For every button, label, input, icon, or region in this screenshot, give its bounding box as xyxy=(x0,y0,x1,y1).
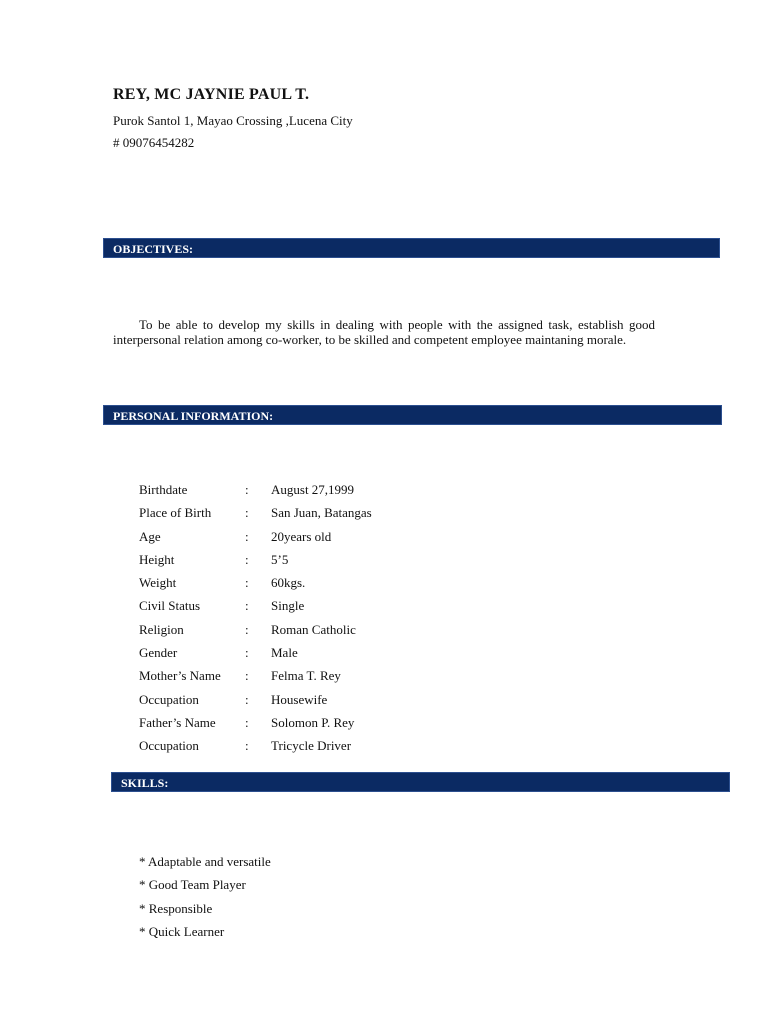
info-value: 5’5 xyxy=(271,551,289,567)
info-row-place-of-birth xyxy=(139,503,471,526)
objective-paragraph: To be able to develop my skills in dealing with people with the assigned task, establish good interpersonal relation among co-worker, to be skilled and competent employee maintaning morale. xyxy=(113,317,655,347)
info-separator: : xyxy=(245,598,249,614)
info-label: Religion xyxy=(139,621,184,637)
info-value: Tricycle Driver xyxy=(271,738,352,754)
info-label: Gender xyxy=(139,645,178,661)
applicant-name: REY, MC JAYNIE PAUL T. xyxy=(113,86,310,103)
info-row-mothers-name xyxy=(139,666,471,689)
info-row-mothers-occupation xyxy=(139,690,471,713)
info-row-civil-status xyxy=(139,596,471,619)
applicant-phone: # 09076454282 xyxy=(113,135,195,150)
info-label: Age xyxy=(139,528,161,544)
info-row-age xyxy=(139,527,471,550)
info-value: Housewife xyxy=(271,691,328,707)
personal-information-table xyxy=(139,480,471,760)
info-value: 20years old xyxy=(271,528,332,544)
list-item: * Responsible xyxy=(139,900,213,916)
info-separator: : xyxy=(245,645,249,661)
info-value: Male xyxy=(271,645,298,661)
info-value: Single xyxy=(271,598,305,614)
info-separator: : xyxy=(245,714,249,730)
info-value: Solomon P. Rey xyxy=(271,714,355,730)
info-separator: : xyxy=(245,528,249,544)
skills-list xyxy=(139,852,271,945)
info-label: Place of Birth xyxy=(139,505,212,521)
info-separator: : xyxy=(245,691,249,707)
info-row-height xyxy=(139,550,471,573)
info-row-fathers-occupation xyxy=(139,736,471,759)
info-label: Birthdate xyxy=(139,482,188,497)
info-label: Father’s Name xyxy=(139,714,216,730)
info-separator: : xyxy=(245,551,249,567)
info-separator: : xyxy=(245,505,249,521)
info-label: Civil Status xyxy=(139,598,201,614)
info-separator: : xyxy=(245,668,249,684)
info-value: Felma T. Rey xyxy=(271,668,341,684)
info-value: August 27,1999 xyxy=(271,482,355,497)
info-label: Occupation xyxy=(139,738,199,754)
info-row-birthdate xyxy=(139,480,471,503)
skills-heading: SKILLS: xyxy=(111,772,730,792)
info-row-fathers-name xyxy=(139,713,471,736)
info-row-religion xyxy=(139,620,471,643)
info-row-weight xyxy=(139,573,471,596)
personal-information-heading: PERSONAL INFORMATION: xyxy=(103,405,722,425)
info-value: San Juan, Batangas xyxy=(271,505,372,521)
objectives-heading: OBJECTIVES: xyxy=(103,238,720,258)
info-label: Height xyxy=(139,551,175,567)
info-separator: : xyxy=(245,621,249,637)
info-separator: : xyxy=(245,738,249,754)
applicant-address: Purok Santol 1, Mayao Crossing ,Lucena City xyxy=(113,113,353,128)
info-label: Occupation xyxy=(139,691,199,707)
list-item: * Good Team Player xyxy=(139,877,246,893)
info-label: Weight xyxy=(139,575,177,591)
info-value: Roman Catholic xyxy=(271,621,356,637)
info-label: Mother’s Name xyxy=(139,668,221,684)
list-item: * Adaptable and versatile xyxy=(139,854,271,869)
info-row-gender xyxy=(139,643,471,666)
info-separator: : xyxy=(245,482,249,497)
info-value: 60kgs. xyxy=(271,575,306,591)
info-separator: : xyxy=(245,575,249,591)
list-item: * Quick Learner xyxy=(139,923,225,939)
